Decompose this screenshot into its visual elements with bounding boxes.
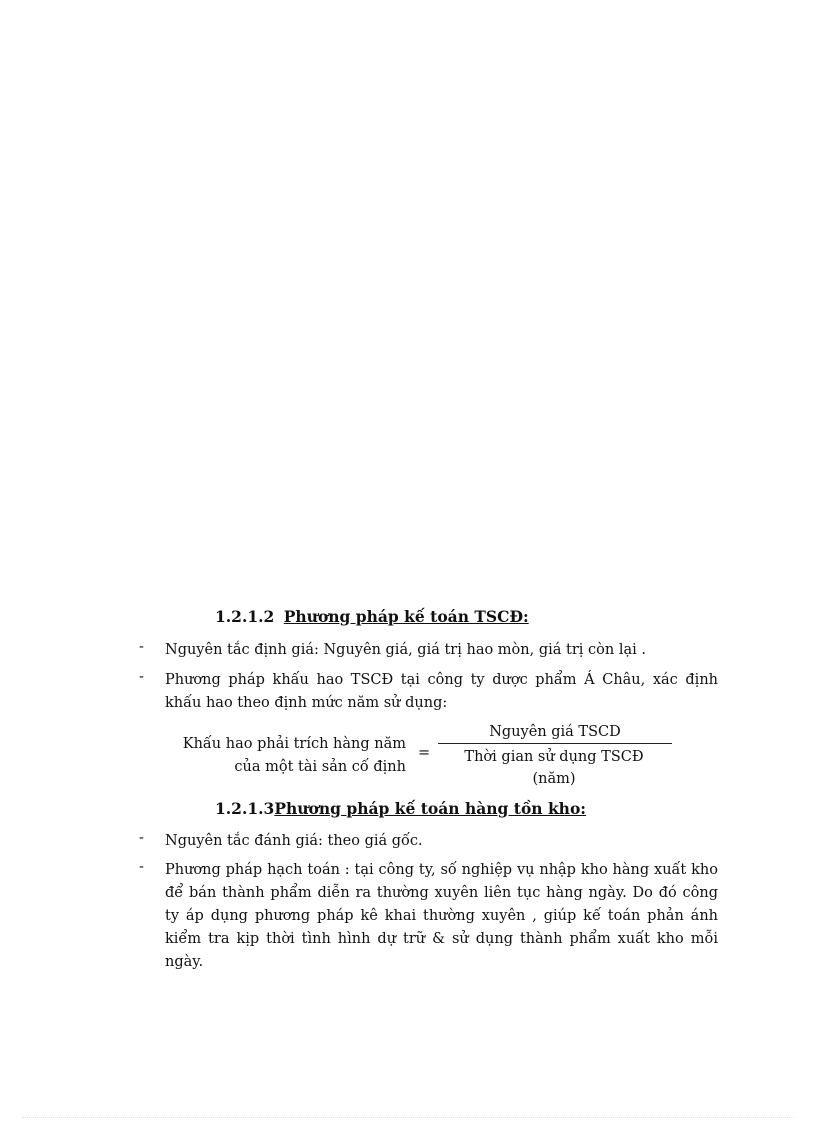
formula-left-line1: Khấu hao phải trích hàng năm [182, 736, 406, 752]
bullet-dash: - [139, 859, 144, 875]
section-heading-1213 [215, 799, 586, 818]
section-title: Phương pháp kế toán hàng tồn kho: [274, 799, 587, 818]
formula-numerator: Nguyên giá TSCD [438, 722, 672, 744]
section-title: Phương pháp kế toán TSCĐ: [283, 607, 529, 626]
footer-divider [22, 1117, 794, 1118]
formula-equals: = [418, 745, 431, 761]
formula-denominator [438, 746, 670, 790]
formula-left-side [160, 733, 406, 779]
paragraph-inventory-valuation: Nguyên tắc đánh giá: theo giá gốc. [165, 833, 423, 849]
section-number: 1.2.1.2 [215, 607, 275, 626]
bullet-dash: - [139, 830, 144, 846]
bullet-dash: - [139, 639, 144, 655]
formula-left-line2: của một tài sản cố định [234, 759, 406, 775]
section-number: 1.2.1.3 [215, 799, 275, 818]
paragraph-depreciation-method: Phương pháp khấu hao TSCĐ tại công ty dược phẩm Á Châu, xác định khấu hao theo định mức năm sử dụng: [165, 672, 718, 711]
formula-denominator-line1: Thời gian sử dụng TSCĐ [464, 749, 644, 765]
bullet-dash: - [139, 669, 144, 685]
section-heading-1212 [215, 607, 529, 626]
paragraph-inventory-accounting-method: Phương pháp hạch toán : tại công ty, số nghiệp vụ nhập kho hàng xuất kho để bán thành phẩm diễn ra thường xuyên liên tục hàng ngày. Do đó công ty áp dụng phương pháp kê khai thường xuyên , giúp kế toán phản ánh kiểm tra kịp thời tình hình dự trữ & sử dụng thành phẩm xuất kho mỗi ngày. [165, 862, 718, 970]
formula-denominator-line2: (năm) [532, 771, 576, 787]
paragraph-valuation-principle: Nguyên tắc định giá: Nguyên giá, giá trị hao mòn, giá trị còn lại . [165, 642, 646, 658]
